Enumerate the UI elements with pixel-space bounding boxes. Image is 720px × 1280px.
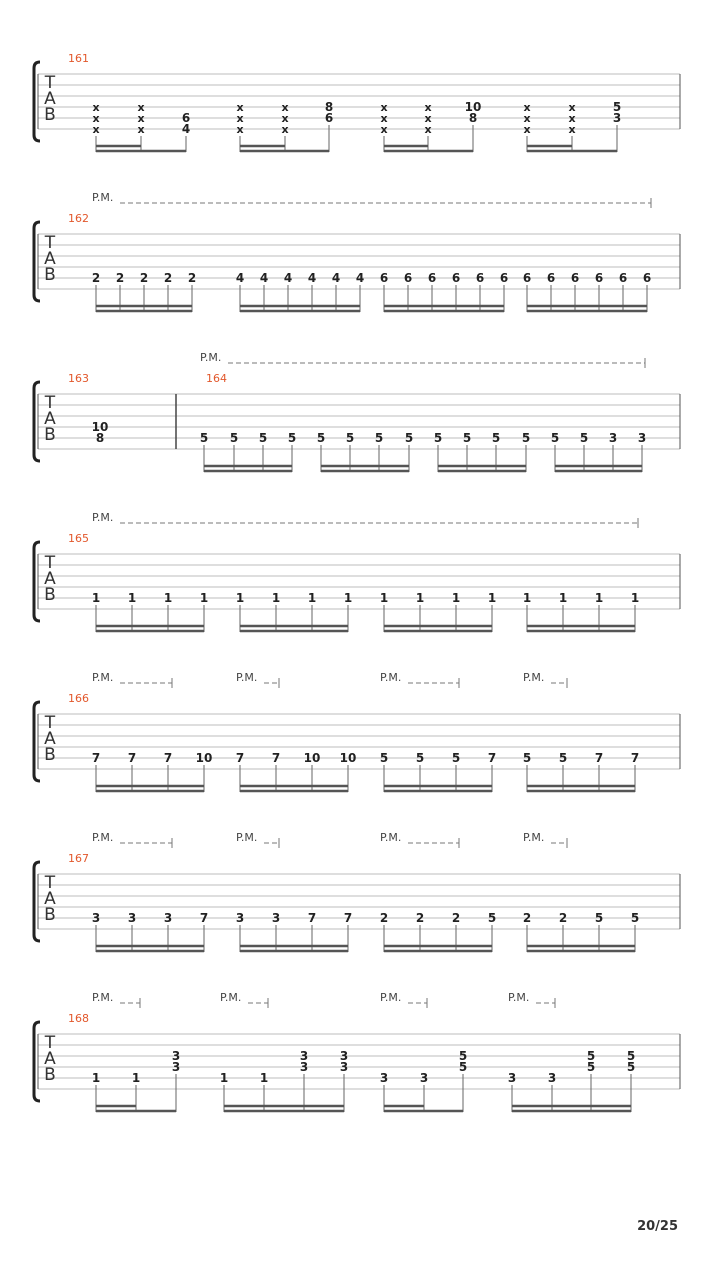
fret-number: 7: [487, 751, 497, 765]
bar-number: 162: [68, 212, 89, 225]
fret-number: 2: [187, 271, 197, 285]
tab-system: [34, 358, 680, 472]
fret-number: 2: [558, 911, 568, 925]
fret-number: 5: [229, 431, 239, 445]
tab-clef-letter: B: [44, 425, 56, 445]
tab-clef-letter: T: [44, 73, 56, 93]
fret-number: 1: [307, 591, 317, 605]
fret-number: 5: [451, 751, 461, 765]
palm-mute-label: P.M.: [523, 831, 545, 844]
palm-mute-label: P.M.: [380, 831, 402, 844]
tab-clef-letter: T: [44, 1033, 56, 1053]
fret-number: 5: [579, 431, 589, 445]
dead-note: x: [92, 123, 100, 136]
fret-number: 5: [415, 751, 425, 765]
palm-mute-label: P.M.: [508, 991, 530, 1004]
fret-number: 1: [415, 591, 425, 605]
fret-number: 5: [316, 431, 326, 445]
palm-mute-label: P.M.: [200, 351, 222, 364]
fret-number: 5: [626, 1049, 636, 1063]
tab-clef-letter: B: [44, 105, 56, 125]
fret-number: 6: [594, 271, 604, 285]
dead-note: x: [380, 123, 388, 136]
fret-number: 7: [271, 751, 281, 765]
bar-number: 164: [206, 372, 227, 385]
fret-number: 3: [235, 911, 245, 925]
fret-number: 1: [558, 591, 568, 605]
dead-note: x: [424, 101, 432, 114]
fret-number: 5: [522, 751, 532, 765]
fret-number: 1: [91, 591, 101, 605]
bar-number: 161: [68, 52, 89, 65]
fret-number: 6: [618, 271, 628, 285]
fret-number: 1: [379, 591, 389, 605]
palm-mute-label: P.M.: [236, 831, 258, 844]
fret-number: 3: [339, 1060, 349, 1074]
fret-number: 2: [163, 271, 173, 285]
tab-clef-letter: T: [44, 713, 56, 733]
fret-number: 5: [586, 1049, 596, 1063]
fret-number: 4: [259, 271, 269, 285]
fret-number: 3: [171, 1049, 181, 1063]
dead-note: x: [568, 112, 576, 125]
fret-number: 5: [199, 431, 209, 445]
fret-number: 1: [91, 1071, 101, 1085]
fret-number: 3: [637, 431, 647, 445]
fret-number: 2: [522, 911, 532, 925]
fret-number: 2: [139, 271, 149, 285]
palm-mute-label: P.M.: [92, 831, 114, 844]
tab-clef-letter: T: [44, 393, 56, 413]
fret-number: 6: [181, 111, 191, 125]
fret-number: 4: [307, 271, 317, 285]
fret-number: 6: [379, 271, 389, 285]
fret-number: 4: [181, 122, 191, 136]
fret-number: 3: [127, 911, 137, 925]
dead-note: x: [92, 112, 100, 125]
tab-clef-letter: B: [44, 905, 56, 925]
fret-number: 1: [259, 1071, 269, 1085]
dead-note: x: [281, 123, 289, 136]
tab-clef-letter: A: [44, 89, 56, 109]
fret-number: 5: [558, 751, 568, 765]
fret-number: 7: [235, 751, 245, 765]
fret-number: 3: [271, 911, 281, 925]
fret-number: 3: [299, 1049, 309, 1063]
fret-number: 6: [499, 271, 509, 285]
tab-system: [34, 678, 680, 792]
fret-number: 4: [355, 271, 365, 285]
fret-number: 1: [199, 591, 209, 605]
tab-clef-letter: B: [44, 745, 56, 765]
dead-note: x: [568, 123, 576, 136]
tab-clef-letter: B: [44, 585, 56, 605]
bar-number: 163: [68, 372, 89, 385]
fret-number: 6: [427, 271, 437, 285]
fret-number: 4: [283, 271, 293, 285]
fret-number: 5: [404, 431, 414, 445]
fret-number: 10: [464, 100, 482, 114]
fret-number: 6: [475, 271, 485, 285]
fret-number: 3: [612, 111, 622, 125]
tab-clef-letter: B: [44, 1065, 56, 1085]
dead-note: x: [281, 101, 289, 114]
fret-number: 3: [608, 431, 618, 445]
fret-number: 4: [331, 271, 341, 285]
tab-clef-letter: B: [44, 265, 56, 285]
tab-clef-letter: A: [44, 729, 56, 749]
fret-number: 5: [491, 431, 501, 445]
dead-note: x: [523, 123, 531, 136]
fret-number: 5: [521, 431, 531, 445]
tab-clef-letter: T: [44, 873, 56, 893]
fret-number: 5: [626, 1060, 636, 1074]
dead-note: x: [568, 101, 576, 114]
fret-number: 1: [630, 591, 640, 605]
palm-mute-label: P.M.: [523, 671, 545, 684]
fret-number: 3: [507, 1071, 517, 1085]
dead-note: x: [236, 112, 244, 125]
dead-note: x: [137, 101, 145, 114]
palm-mute-label: P.M.: [220, 991, 242, 1004]
fret-number: 5: [379, 751, 389, 765]
bar-number: 166: [68, 692, 89, 705]
fret-number: 7: [307, 911, 317, 925]
fret-number: 3: [171, 1060, 181, 1074]
fret-number: 6: [642, 271, 652, 285]
fret-number: 5: [586, 1060, 596, 1074]
fret-number: 5: [345, 431, 355, 445]
fret-number: 7: [630, 751, 640, 765]
dead-note: x: [236, 123, 244, 136]
dead-note: x: [424, 123, 432, 136]
tab-clef-letter: A: [44, 889, 56, 909]
fret-number: 3: [547, 1071, 557, 1085]
palm-mute-label: P.M.: [380, 671, 402, 684]
tab-system: [34, 518, 680, 632]
fret-number: 2: [379, 911, 389, 925]
fret-number: 5: [594, 911, 604, 925]
fret-number: 1: [343, 591, 353, 605]
fret-number: 3: [91, 911, 101, 925]
fret-number: 5: [487, 911, 497, 925]
tab-clef-letter: A: [44, 409, 56, 429]
tab-system: [34, 62, 680, 152]
fret-number: 2: [415, 911, 425, 925]
fret-number: 6: [324, 111, 334, 125]
palm-mute-label: P.M.: [92, 191, 114, 204]
fret-number: 7: [343, 911, 353, 925]
palm-mute-label: P.M.: [92, 991, 114, 1004]
fret-number: 7: [127, 751, 137, 765]
fret-number: 3: [339, 1049, 349, 1063]
fret-number: 7: [199, 911, 209, 925]
palm-mute-label: P.M.: [92, 671, 114, 684]
dead-note: x: [380, 101, 388, 114]
dead-note: x: [523, 112, 531, 125]
tab-clef-letter: T: [44, 233, 56, 253]
tab-clef-letter: A: [44, 249, 56, 269]
fret-number: 7: [91, 751, 101, 765]
tab-clef-letter: A: [44, 1049, 56, 1069]
fret-number: 1: [487, 591, 497, 605]
fret-number: 4: [235, 271, 245, 285]
fret-number: 1: [594, 591, 604, 605]
fret-number: 1: [235, 591, 245, 605]
palm-mute-label: P.M.: [236, 671, 258, 684]
page-number: 20/25: [637, 1219, 678, 1234]
fret-number: 8: [95, 431, 105, 445]
fret-number: 5: [612, 100, 622, 114]
tab-system: [34, 198, 680, 312]
dead-note: x: [137, 123, 145, 136]
fret-number: 2: [91, 271, 101, 285]
fret-number: 1: [131, 1071, 141, 1085]
fret-number: 1: [127, 591, 137, 605]
tab-system: [34, 998, 680, 1112]
fret-number: 5: [374, 431, 384, 445]
fret-number: 1: [219, 1071, 229, 1085]
fret-number: 7: [594, 751, 604, 765]
fret-number: 5: [550, 431, 560, 445]
fret-number: 2: [115, 271, 125, 285]
fret-number: 7: [163, 751, 173, 765]
dead-note: x: [92, 101, 100, 114]
dead-note: x: [523, 101, 531, 114]
bar-number: 167: [68, 852, 89, 865]
fret-number: 6: [403, 271, 413, 285]
bar-number: 165: [68, 532, 89, 545]
fret-number: 5: [458, 1060, 468, 1074]
fret-number: 5: [630, 911, 640, 925]
fret-number: 2: [451, 911, 461, 925]
fret-number: 6: [546, 271, 556, 285]
fret-number: 10: [303, 751, 321, 765]
fret-number: 5: [287, 431, 297, 445]
fret-number: 3: [419, 1071, 429, 1085]
dead-note: x: [424, 112, 432, 125]
fret-number: 1: [271, 591, 281, 605]
fret-number: 5: [458, 1049, 468, 1063]
fret-number: 1: [163, 591, 173, 605]
fret-number: 3: [379, 1071, 389, 1085]
palm-mute-label: P.M.: [92, 511, 114, 524]
fret-number: 6: [522, 271, 532, 285]
fret-number: 10: [195, 751, 213, 765]
tab-system: [34, 838, 680, 952]
fret-number: 5: [258, 431, 268, 445]
fret-number: 6: [570, 271, 580, 285]
fret-number: 3: [299, 1060, 309, 1074]
fret-number: 5: [462, 431, 472, 445]
fret-number: 3: [163, 911, 173, 925]
fret-number: 10: [91, 420, 109, 434]
fret-number: 5: [433, 431, 443, 445]
tab-clef-letter: T: [44, 553, 56, 573]
palm-mute-label: P.M.: [380, 991, 402, 1004]
fret-number: 1: [522, 591, 532, 605]
tab-clef-letter: A: [44, 569, 56, 589]
dead-note: x: [380, 112, 388, 125]
fret-number: 8: [324, 100, 334, 114]
dead-note: x: [137, 112, 145, 125]
fret-number: 10: [339, 751, 357, 765]
dead-note: x: [236, 101, 244, 114]
dead-note: x: [281, 112, 289, 125]
bar-number: 168: [68, 1012, 89, 1025]
fret-number: 8: [468, 111, 478, 125]
fret-number: 6: [451, 271, 461, 285]
fret-number: 1: [451, 591, 461, 605]
